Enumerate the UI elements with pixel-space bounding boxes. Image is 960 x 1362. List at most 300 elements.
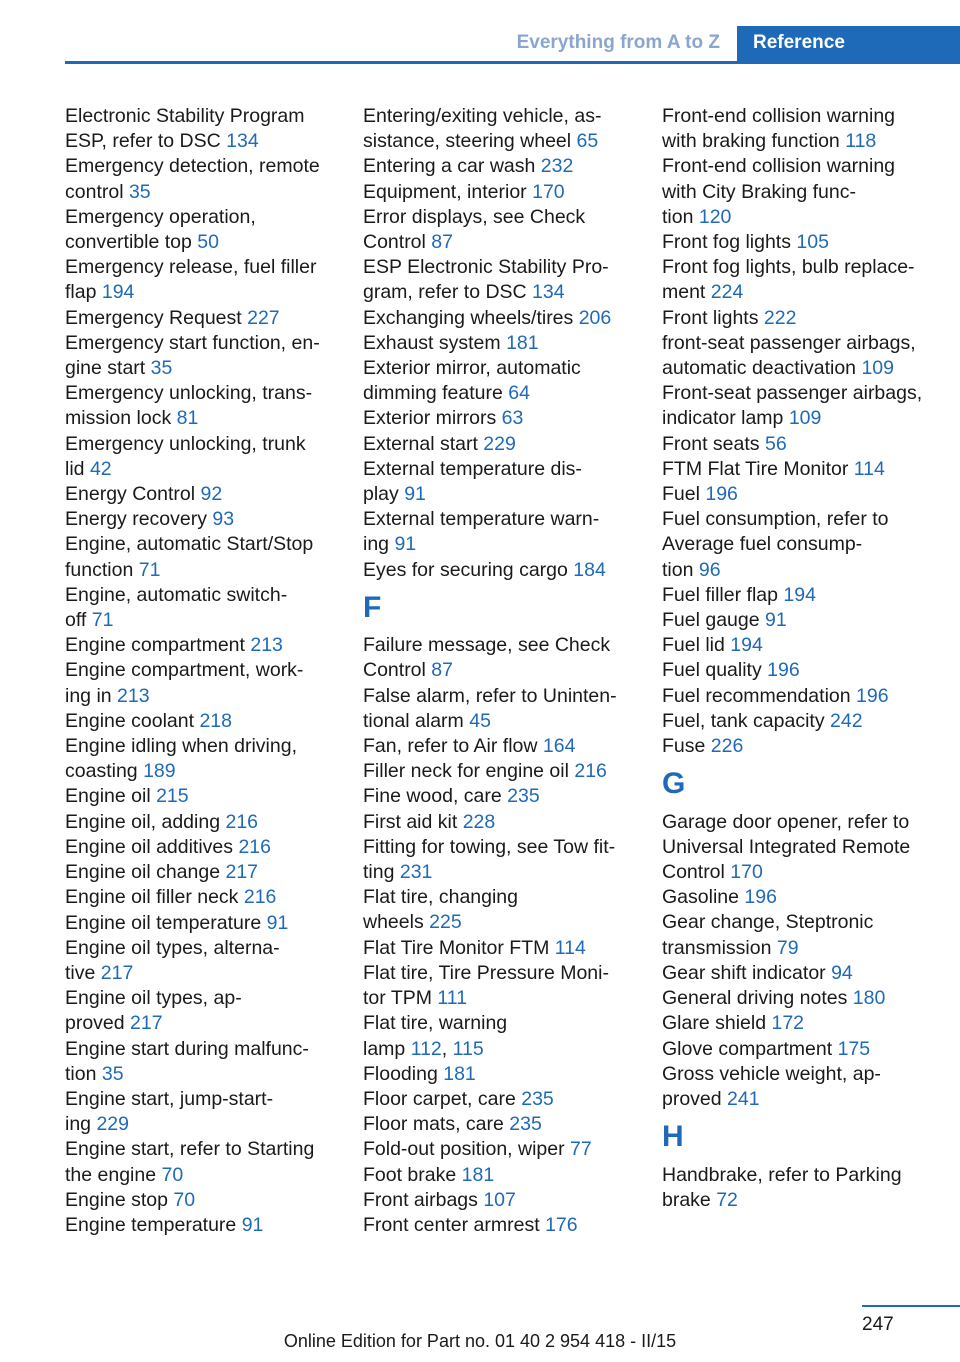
index-entry (65, 986, 350, 1036)
page-reference-link[interactable]: 56 (764, 432, 787, 455)
page-reference-link[interactable]: 170 (532, 180, 565, 203)
index-entry (65, 1087, 350, 1137)
index-letter-heading: G (662, 767, 686, 801)
entry-text: Front-end collision warning (662, 105, 896, 127)
page-reference-link[interactable]: 227 (247, 306, 280, 329)
entry-text: Flat Tire Monitor FTM (363, 936, 555, 959)
page-reference-link[interactable]: 65 (576, 130, 599, 153)
section-title: Everything from A to Z (516, 32, 720, 53)
index-entry (65, 381, 350, 431)
entry-text: tion (662, 205, 699, 228)
index-entry (363, 1011, 648, 1061)
index-entry (65, 255, 350, 305)
entry-text: Front-end collision warning (662, 155, 896, 178)
entry-text: Entering/exiting vehicle, as- (363, 105, 602, 127)
index-entry (662, 255, 947, 305)
index-entry (65, 583, 350, 633)
page-reference-link[interactable]: 217 (100, 961, 134, 984)
page-reference-link[interactable]: 77 (570, 1138, 592, 1161)
entry-text: Gross vehicle weight, ap- (662, 1062, 881, 1085)
index-entry (65, 104, 350, 154)
entry-text: Fan, refer to Air flow (363, 735, 543, 758)
page-reference-link[interactable]: 229 (483, 432, 516, 455)
page-reference-link[interactable]: 105 (796, 231, 829, 254)
index-entry (363, 457, 648, 507)
entry-text: sistance, steering wheel (363, 130, 577, 153)
entry-text: Engine compartment, work- (65, 659, 304, 682)
page-reference-link[interactable]: 231 (399, 861, 433, 884)
entry-text: indicator lamp (662, 407, 789, 430)
entry-text: Control (363, 659, 432, 682)
entry-text: Gear shift indicator (662, 961, 832, 984)
page-reference-link[interactable]: 216 (238, 835, 271, 858)
entry-text: with braking function (662, 130, 846, 153)
entry-text: External start (363, 432, 484, 455)
page-reference-link[interactable]: 235 (507, 785, 540, 808)
entry-text: Exchanging wheels/tires (363, 306, 579, 329)
index-entry (363, 734, 648, 759)
page-header (0, 0, 960, 62)
page-reference-link[interactable]: 184 (573, 558, 606, 581)
entry-text: Engine temperature (65, 1213, 242, 1236)
entry-text: Garage door opener, refer to (662, 810, 910, 833)
entry-text: Front center armrest (363, 1213, 546, 1236)
index-entry (363, 306, 648, 331)
index-entry (65, 482, 350, 507)
page-reference-link[interactable]: 91 (241, 1213, 264, 1236)
page-reference-link[interactable]: 118 (845, 130, 877, 153)
entry-text: External temperature warn- (363, 508, 600, 531)
entry-text: Average fuel consump- (662, 533, 863, 556)
index-entry (662, 608, 947, 633)
index-entry (662, 885, 947, 910)
entry-text: proved (662, 1087, 728, 1110)
index-entry (65, 507, 350, 532)
page-reference-link[interactable]: 189 (143, 760, 176, 783)
page-reference-link[interactable]: 115 (452, 1037, 484, 1060)
entry-text: Eyes for securing cargo (363, 558, 574, 581)
entry-text: Emergency release, fuel filler (65, 256, 317, 279)
entry-text: convertible top (65, 231, 198, 254)
entry-text: Fuel consumption, refer to (662, 508, 889, 531)
entry-text: Engine oil filler neck (65, 886, 244, 909)
index-entry (65, 810, 350, 835)
page-reference-link[interactable]: 235 (521, 1087, 554, 1110)
index-entry (662, 658, 947, 683)
page-reference-link[interactable]: 224 (710, 281, 744, 304)
page-reference-link[interactable]: 181 (506, 331, 539, 354)
page-reference-link[interactable]: 194 (783, 583, 816, 606)
page-reference-link[interactable]: 120 (698, 205, 732, 228)
page-reference-link[interactable]: 226 (710, 735, 744, 758)
index-entry (662, 331, 947, 381)
entry-text: control (65, 180, 129, 203)
page-reference-link[interactable]: 114 (554, 936, 586, 959)
entry-text: Front lights (662, 306, 764, 329)
page-reference-link[interactable]: 134 (226, 130, 259, 153)
entry-text: Emergency detection, remote (65, 155, 320, 178)
page-reference-link[interactable]: 50 (197, 231, 219, 254)
page-reference-link[interactable]: 94 (831, 961, 853, 984)
page-reference-link[interactable]: 170 (730, 861, 763, 884)
index-entry (363, 255, 648, 305)
index-entry (662, 810, 947, 886)
page-reference-link[interactable]: 216 (243, 886, 277, 909)
page-reference-link[interactable]: 42 (89, 457, 112, 480)
entry-text: Entering a car wash (363, 155, 541, 178)
index-entry (662, 684, 947, 709)
page-reference-link[interactable]: 216 (574, 760, 607, 783)
page-reference-link[interactable]: 215 (156, 785, 189, 808)
entry-text: ESP, refer to DSC (65, 130, 227, 153)
page-reference-link[interactable]: 213 (117, 684, 150, 707)
entry-text: Front fog lights, bulb replace- (662, 256, 915, 279)
entry-text: Flooding (363, 1062, 444, 1085)
page-reference-link[interactable]: 71 (138, 558, 161, 581)
index-entry (363, 810, 648, 835)
index-entry (363, 1137, 648, 1162)
index-entry (363, 961, 648, 1011)
page-reference-link[interactable]: 213 (250, 634, 283, 657)
index-entry (363, 1188, 648, 1213)
page-number: 247 (862, 1314, 894, 1335)
index-entry (363, 331, 648, 356)
page-reference-link[interactable]: 35 (101, 1062, 124, 1085)
page-reference-link[interactable]: 241 (727, 1087, 760, 1110)
entry-text: transmission (662, 936, 777, 959)
page-reference-link[interactable]: 96 (698, 558, 721, 581)
index-entry (363, 558, 648, 583)
entry-text: Control (363, 231, 432, 254)
index-entry (363, 835, 648, 885)
page-reference-link[interactable]: 64 (508, 382, 530, 405)
index-entry (65, 658, 350, 708)
entry-text: Flat tire, changing (363, 886, 519, 909)
entry-text: tion (65, 1062, 102, 1085)
entry-text: Emergency operation, (65, 205, 256, 228)
index-entry (65, 885, 350, 910)
entry-text: Fold-out position, wiper (363, 1138, 571, 1161)
index-entry (363, 759, 648, 784)
page-reference-link[interactable]: 172 (771, 1012, 805, 1035)
entry-text: Front fog lights (662, 231, 797, 254)
page-reference-link[interactable]: 109 (861, 357, 894, 380)
page-reference-link[interactable]: 63 (501, 407, 524, 430)
index-entry (65, 1188, 350, 1213)
entry-text: gram, refer to DSC (363, 281, 533, 304)
index-column-2 (363, 104, 648, 1238)
entry-text: Emergency unlocking, trunk (65, 432, 306, 455)
index-entry (662, 734, 947, 759)
page-reference-link[interactable]: 181 (461, 1163, 495, 1186)
entry-text: Error displays, see Check (363, 205, 586, 228)
index-entry (363, 936, 648, 961)
entry-text: play (363, 483, 405, 506)
index-column-3 (662, 104, 947, 1213)
entry-text: External temperature dis- (363, 457, 582, 480)
page-reference-link[interactable]: 225 (429, 911, 462, 934)
index-entry (662, 507, 947, 583)
index-entry (662, 306, 947, 331)
index-entry (662, 1062, 947, 1112)
entry-text: Control (662, 861, 731, 884)
entry-text: Universal Integrated Remote (662, 835, 911, 858)
header-rule (65, 61, 960, 64)
index-entry (65, 709, 350, 734)
index-entry (65, 936, 350, 986)
page-reference-link[interactable]: 87 (431, 659, 453, 682)
page-reference-link[interactable]: 87 (431, 231, 453, 254)
index-entry (363, 1112, 648, 1137)
index-entry (65, 331, 350, 381)
entry-text: Engine idling when driving, (65, 735, 297, 758)
page-reference-link[interactable]: 242 (830, 709, 863, 732)
entry-text: Front airbags (363, 1188, 484, 1211)
entry-text: Front seats (662, 432, 765, 455)
entry-text: Engine compartment (65, 634, 251, 657)
index-entry (65, 633, 350, 658)
entry-text: Flat tire, warning (363, 1012, 508, 1035)
page-reference-link[interactable]: 91 (765, 609, 787, 632)
entry-text: proved (65, 1012, 131, 1035)
entry-text: Equipment, interior (363, 180, 533, 203)
index-entry (662, 961, 947, 986)
index-entry (363, 684, 648, 734)
entry-text: Engine oil types, ap- (65, 987, 242, 1010)
entry-text: First aid kit (363, 810, 463, 833)
entry-text: front-seat passenger airbags, (662, 331, 916, 354)
page-reference-link[interactable]: 218 (199, 709, 232, 732)
entry-text: Fuel quality (662, 659, 768, 682)
page-reference-link[interactable]: 92 (200, 483, 223, 506)
entry-text: Fuse (662, 735, 711, 758)
entry-text: Emergency start function, en- (65, 331, 320, 354)
index-entry (662, 457, 947, 482)
page-reference-link[interactable]: 114 (853, 457, 885, 480)
entry-text: Energy Control (65, 483, 201, 506)
index-entry (662, 1037, 947, 1062)
page-reference-link[interactable]: 112 (410, 1037, 442, 1060)
entry-text: Engine oil types, alterna- (65, 936, 280, 959)
page-reference-link[interactable]: 217 (130, 1012, 163, 1035)
index-entry (662, 633, 947, 658)
page-reference-link[interactable]: 93 (212, 508, 235, 531)
entry-text: ing in (65, 684, 118, 707)
entry-text: Engine stop (65, 1188, 174, 1211)
entry-text: Gear change, Steptronic (662, 911, 874, 934)
entry-text: off (65, 609, 92, 632)
index-entry (662, 1163, 947, 1213)
page-reference-link[interactable]: 180 (852, 987, 886, 1010)
page-reference-link[interactable]: 107 (483, 1188, 516, 1211)
entry-text: Electronic Stability Program (65, 105, 305, 127)
entry-text: tive (65, 961, 101, 984)
index-entry (363, 432, 648, 457)
page-reference-link[interactable]: 70 (161, 1163, 184, 1186)
index-entry (65, 154, 350, 204)
entry-text: Front-seat passenger airbags, (662, 382, 923, 405)
entry-text: Emergency unlocking, trans- (65, 382, 313, 405)
page-reference-link[interactable]: 91 (394, 533, 417, 556)
entry-text: Emergency Request (65, 306, 248, 329)
index-entry (65, 306, 350, 331)
index-entry (65, 1137, 350, 1187)
entry-text: Glare shield (662, 1012, 772, 1035)
index-entry (65, 835, 350, 860)
entry-text: ing (363, 533, 395, 556)
index-entry (662, 583, 947, 608)
entry-text: Fuel gauge (662, 609, 765, 632)
entry-text: Failure message, see Check (363, 634, 611, 657)
entry-text: tor TPM (363, 987, 438, 1010)
entry-text: ESP Electronic Stability Pro- (363, 256, 609, 279)
entry-text: Flat tire, Tire Pressure Moni- (363, 961, 609, 984)
page-reference-link[interactable]: 91 (266, 911, 289, 934)
page-reference-link[interactable]: 196 (705, 483, 738, 506)
page-reference-link[interactable]: 176 (545, 1213, 578, 1236)
index-entry (662, 154, 947, 230)
page-reference-link[interactable]: 206 (578, 306, 612, 329)
index-entry (662, 432, 947, 457)
page-reference-link[interactable]: 91 (404, 483, 426, 506)
index-entry (662, 910, 947, 960)
page-reference-link[interactable]: 216 (225, 810, 259, 833)
page-reference-link[interactable]: 35 (128, 180, 151, 203)
entry-text: Glove compartment (662, 1037, 838, 1060)
entry-text: False alarm, refer to Uninten- (363, 684, 617, 707)
index-letter-heading: H (662, 1120, 684, 1154)
page-reference-link[interactable]: 217 (225, 861, 259, 884)
entry-text: Filler neck for engine oil (363, 760, 575, 783)
index-entry (65, 784, 350, 809)
index-entry (65, 432, 350, 482)
page-reference-link[interactable]: 228 (462, 810, 496, 833)
page-reference-link[interactable]: 81 (176, 407, 199, 430)
entry-text: Gasoline (662, 886, 745, 909)
page-reference-link[interactable]: 109 (788, 407, 822, 430)
section-tab: Reference (737, 26, 960, 61)
entry-text: FTM Flat Tire Monitor (662, 457, 854, 480)
entry-text: ting (363, 861, 400, 884)
entry-text: Exhaust system (363, 331, 507, 354)
index-entry (363, 633, 648, 683)
entry-text: Floor mats, care (363, 1113, 510, 1136)
page-reference-link[interactable]: 175 (837, 1037, 871, 1060)
index-entry (662, 482, 947, 507)
entry-text: Fine wood, care (363, 785, 508, 808)
footer-rule (862, 1305, 960, 1307)
page-reference-link[interactable]: 181 (443, 1062, 476, 1085)
entry-text: lamp (363, 1037, 411, 1060)
index-column-1 (65, 104, 350, 1238)
page-reference-link[interactable]: 194 (101, 281, 135, 304)
entry-text: Engine oil change (65, 861, 226, 884)
page-reference-link[interactable]: 235 (509, 1113, 542, 1136)
index-entry (65, 860, 350, 885)
entry-text: Engine start, jump-start- (65, 1087, 274, 1110)
index-entry (363, 1163, 648, 1188)
entry-text: Engine, automatic Start/Stop (65, 533, 314, 556)
page-reference-link[interactable]: 196 (856, 684, 889, 707)
page-reference-link[interactable]: 164 (542, 735, 576, 758)
page-reference-link[interactable]: 111 (437, 987, 468, 1010)
index-entry (662, 986, 947, 1011)
entry-text: with City Braking func- (662, 180, 856, 203)
entry-text: Engine coolant (65, 709, 200, 732)
entry-text: tion (662, 558, 699, 581)
index-entry (363, 1062, 648, 1087)
page-reference-link[interactable]: 196 (767, 659, 800, 682)
index-letter-heading: F (363, 590, 382, 624)
entry-text: Engine oil additives (65, 835, 239, 858)
entry-text: Engine start, refer to Starting (65, 1138, 315, 1161)
entry-text: coasting (65, 760, 144, 783)
entry-text: General driving notes (662, 987, 853, 1010)
index-entry (363, 784, 648, 809)
index-entry (662, 1011, 947, 1036)
page-reference-link[interactable]: 232 (540, 155, 574, 178)
entry-text: Exterior mirror, automatic (363, 357, 581, 380)
entry-text: Fuel, tank capacity (662, 709, 830, 732)
entry-text: Exterior mirrors (363, 407, 502, 430)
entry-text: Engine start during malfunc- (65, 1037, 309, 1060)
page-reference-link[interactable]: 70 (173, 1188, 196, 1211)
page-reference-link[interactable]: 194 (730, 634, 763, 657)
entry-text: gine start (65, 357, 151, 380)
index-entry (65, 1213, 350, 1238)
entry-text: automatic deactivation (662, 357, 862, 380)
index-entry (662, 381, 947, 431)
page-reference-link[interactable]: 196 (744, 886, 777, 909)
index-entry (662, 709, 947, 734)
entry-text: Engine, automatic switch- (65, 583, 288, 606)
index-entry (363, 154, 648, 179)
entry-text: Fitting for towing, see Tow fit- (363, 835, 616, 858)
entry-text: Foot brake (363, 1163, 462, 1186)
entry-text: mission lock (65, 407, 177, 430)
page-reference-link[interactable]: 72 (716, 1188, 738, 1211)
page-reference-link[interactable]: 45 (469, 709, 491, 732)
page-reference-link[interactable]: 229 (96, 1113, 129, 1136)
index-entry (363, 507, 648, 557)
page-reference-link[interactable]: 71 (91, 609, 114, 632)
entry-text: flap (65, 281, 102, 304)
index-entry (65, 532, 350, 582)
index-entry (662, 230, 947, 255)
edition-line: Online Edition for Part no. 01 40 2 954 418 - II/15 (283, 1331, 677, 1351)
entry-text: Fuel filler flap (662, 583, 784, 606)
entry-text: Fuel recommendation (662, 684, 857, 707)
entry-text: tional alarm (363, 709, 470, 732)
page-reference-link[interactable]: 134 (532, 281, 565, 304)
entry-text: Engine oil, adding (65, 810, 226, 833)
index-entry (662, 104, 947, 154)
index-entry (65, 734, 350, 784)
index-entry (65, 205, 350, 255)
page-reference-link[interactable]: 79 (776, 936, 799, 959)
page-reference-link[interactable]: 222 (763, 306, 797, 329)
index-entry (363, 406, 648, 431)
entry-text: Floor carpet, care (363, 1087, 522, 1110)
index-entry (363, 356, 648, 406)
entry-text: ing (65, 1113, 97, 1136)
index-entry (363, 104, 648, 154)
entry-text: Energy recovery (65, 508, 213, 531)
index-entry (363, 180, 648, 205)
entry-text: Fuel (662, 483, 706, 506)
index-entry (363, 885, 648, 935)
page-reference-link[interactable]: 35 (150, 357, 173, 380)
